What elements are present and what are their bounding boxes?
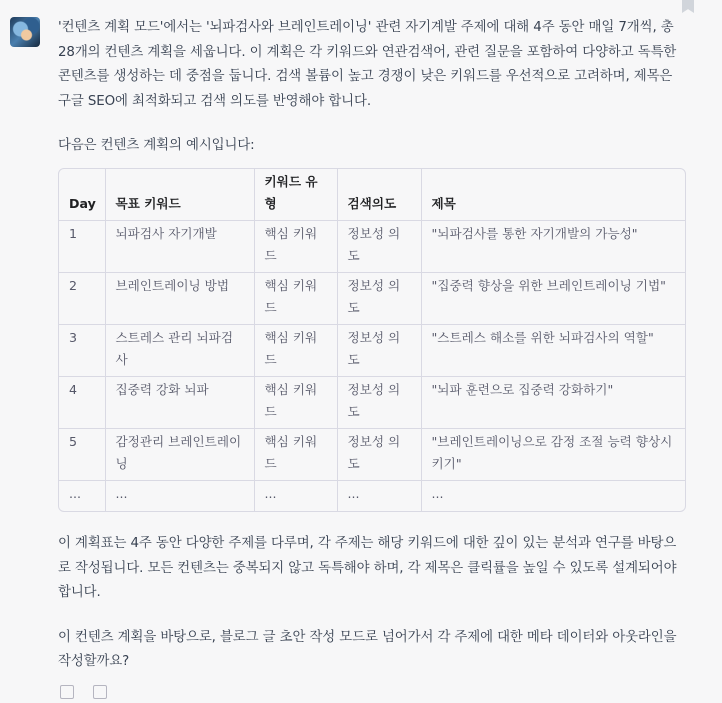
table-cell: 정보성 의도	[337, 324, 421, 376]
table-cell: 스트레스 관리 뇌파검사	[105, 324, 254, 376]
table-cell: "뇌파 훈련으로 집중력 강화하기"	[421, 376, 685, 428]
table-cell: "브레인트레이닝으로 감정 조절 능력 향상시키기"	[421, 428, 685, 480]
table-cell: 2	[59, 272, 105, 324]
table-cell: 1	[59, 220, 105, 272]
table-cell: 정보성 의도	[337, 272, 421, 324]
table-header: Day	[59, 169, 105, 221]
table-cell: 감정관리 브레인트레이닝	[105, 428, 254, 480]
table-cell: ...	[431, 485, 444, 501]
table-cell: "스트레스 해소를 위한 뇌파검사의 역할"	[421, 324, 685, 376]
table-cell: 3	[59, 324, 105, 376]
table-row	[59, 220, 685, 272]
table-row	[59, 480, 685, 511]
bookmark-icon[interactable]	[682, 0, 694, 13]
assistant-message	[58, 16, 686, 675]
table-cell: 4	[59, 376, 105, 428]
table-cell: "집중력 향상을 위한 브레인트레이닝 기법"	[421, 272, 685, 324]
table-cell: 브레인트레이닝 방법	[105, 272, 254, 324]
table-cell: 핵심 키워드	[254, 220, 337, 272]
thumbs-up-icon[interactable]	[60, 685, 74, 699]
copy-icon[interactable]	[93, 685, 107, 699]
assistant-avatar	[10, 17, 40, 47]
table-header: 목표 키워드	[105, 169, 254, 221]
table-cell: 핵심 키워드	[254, 428, 337, 480]
table-row	[59, 272, 685, 324]
table-cell: 핵심 키워드	[254, 376, 337, 428]
message-actions	[60, 684, 121, 703]
table-cell: ...	[59, 480, 105, 511]
table-row	[59, 324, 685, 376]
table-row	[59, 376, 685, 428]
table-cell: "뇌파검사를 통한 자기개발의 가능성"	[421, 220, 685, 272]
table-header: 검색의도	[337, 169, 421, 221]
table-cell: 집중력 강화 뇌파	[105, 376, 254, 428]
table-cell: 정보성 의도	[337, 428, 421, 480]
table-cell: 정보성 의도	[337, 220, 421, 272]
table-cell: 뇌파검사 자기개발	[105, 220, 254, 272]
table-cell: ...	[105, 480, 254, 511]
content-plan-table	[58, 168, 686, 513]
table-row	[59, 428, 685, 480]
message-paragraph: '컨텐츠 계획 모드'에서는 '뇌파검사와 브레인트레이닝' 관련 자기계발 주제에 대해 4주 동안 매일 7개씩, 총 28개의 컨텐츠 계획을 세웁니다. 이 계획은 각 키워드와 연관검색어, 관련 질문을 포함하여 다양하고 독특한 콘텐츠를 생성하는 데 중점을 둡니다. 검색 볼륨이 높고 경쟁이 낮은 키워드를 우선적으로 고려하며, 제목은 구글 SEO에 최적화되고 검색 의도를 반영해야 합니다.	[58, 20, 677, 109]
table-cell: 핵심 키워드	[254, 272, 337, 324]
table-cell: ...	[337, 480, 421, 511]
message-paragraph: 이 컨텐츠 계획을 바탕으로, 블로그 글 초안 작성 모드로 넘어가서 각 주제에 대한 메타 데이터와 아웃라인을 작성할까요?	[58, 629, 677, 669]
table-cell: 정보성 의도	[337, 376, 421, 428]
table-cell: 5	[59, 428, 105, 480]
table-header: 키워드 유형	[254, 169, 337, 221]
message-paragraph: 이 계획표는 4주 동안 다양한 주제를 다루며, 각 주제는 해당 키워드에 대한 깊이 있는 분석과 연구를 바탕으로 작성됩니다. 모든 컨텐츠는 중복되지 않고 독특해야 하며, 각 제목은 클릭률을 높일 수 있도록 설계되어야 합니다.	[58, 536, 677, 600]
table-cell: ...	[254, 480, 337, 511]
message-paragraph: 다음은 컨텐츠 계획의 예시입니다:	[58, 138, 255, 153]
table-cell: 핵심 키워드	[254, 324, 337, 376]
table-header: 제목	[421, 169, 685, 221]
